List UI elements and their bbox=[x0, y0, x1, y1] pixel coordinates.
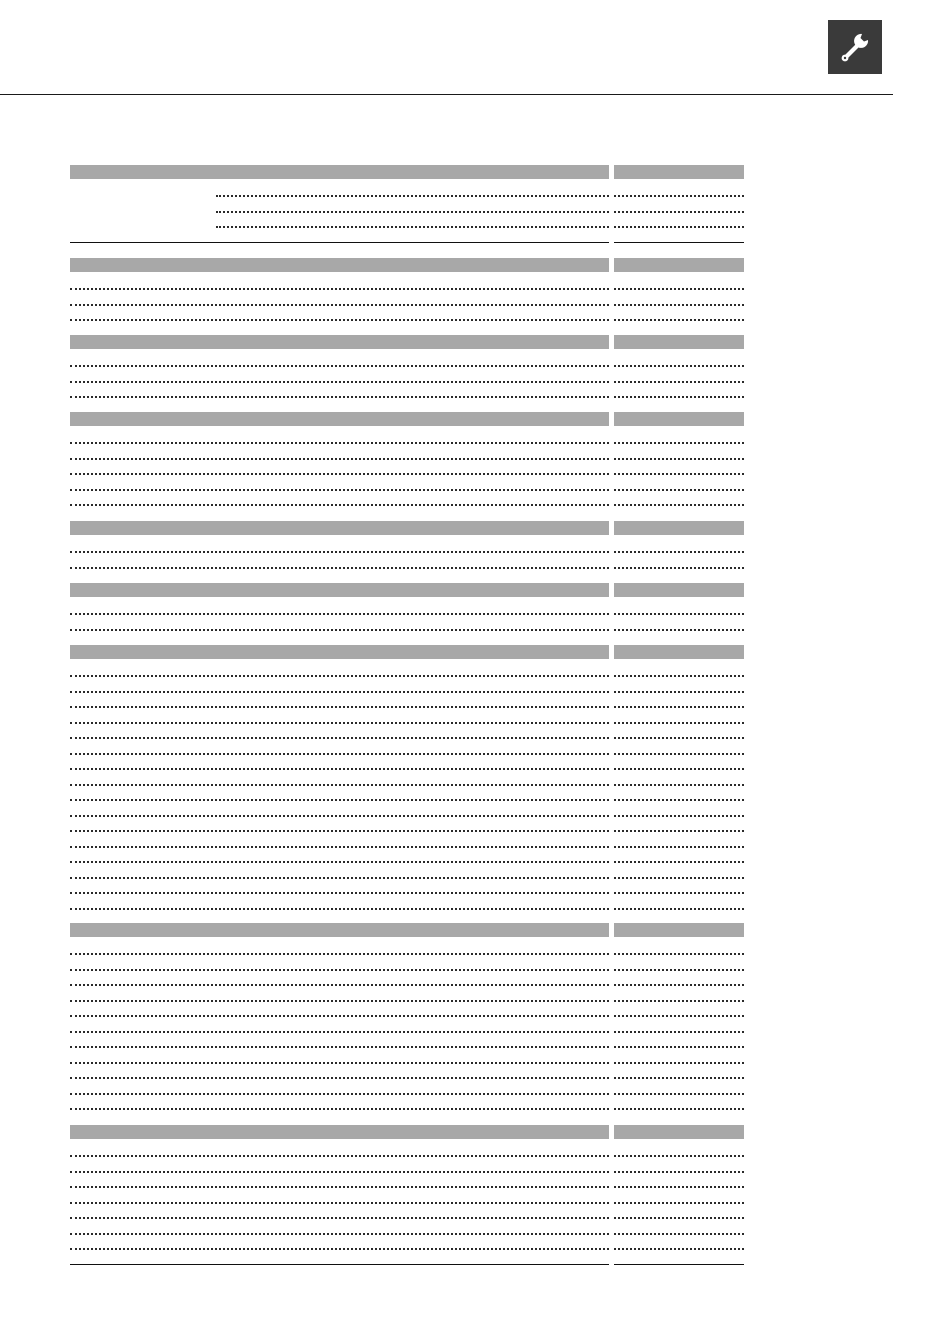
table-row-value-leader bbox=[614, 1233, 744, 1235]
table-row-value-leader bbox=[614, 211, 744, 213]
table-row-leader bbox=[70, 1233, 609, 1235]
table-row-leader bbox=[70, 675, 609, 677]
section-header-value-bar bbox=[614, 335, 744, 349]
table-row-value-leader bbox=[614, 984, 744, 986]
table-row-value-leader bbox=[614, 551, 744, 553]
table-row-value-leader bbox=[614, 1171, 744, 1173]
table-row-leader bbox=[70, 1000, 609, 1002]
table-row-leader bbox=[70, 1186, 609, 1188]
table-row-value-leader bbox=[614, 877, 744, 879]
table-row-leader bbox=[70, 567, 609, 569]
table-row-leader bbox=[70, 908, 609, 910]
table-row-value-leader bbox=[614, 195, 744, 197]
table-row-value-leader bbox=[614, 1031, 744, 1033]
table-row-leader bbox=[70, 304, 609, 306]
table-row-leader bbox=[70, 830, 609, 832]
section-header-bar bbox=[70, 258, 609, 272]
table-row-value-leader bbox=[614, 458, 744, 460]
section-header-value-bar bbox=[614, 1125, 744, 1139]
table-row-value-leader bbox=[614, 1046, 744, 1048]
table-row-leader bbox=[70, 1248, 609, 1250]
table-row-value-leader bbox=[614, 675, 744, 677]
table-row-leader bbox=[70, 629, 609, 631]
table-row-value-leader bbox=[614, 737, 744, 739]
table-row-leader bbox=[70, 877, 609, 879]
table-row-value-leader bbox=[614, 442, 744, 444]
table-row-value-leader bbox=[614, 288, 744, 290]
section-header-value-bar bbox=[614, 521, 744, 535]
section-header-bar bbox=[70, 412, 609, 426]
table-row-leader bbox=[70, 753, 609, 755]
table-row-leader bbox=[70, 984, 609, 986]
table-row-leader bbox=[70, 737, 609, 739]
section-header-bar bbox=[70, 1125, 609, 1139]
table-row-value-leader bbox=[614, 1062, 744, 1064]
table-row-leader bbox=[70, 442, 609, 444]
section-total-value-rule bbox=[614, 1264, 744, 1265]
table-row-value-leader bbox=[614, 1108, 744, 1110]
section-total-value-rule bbox=[614, 242, 744, 243]
table-row-value-leader bbox=[614, 753, 744, 755]
table-row-value-leader bbox=[614, 908, 744, 910]
table-row-leader bbox=[70, 784, 609, 786]
table-row-leader bbox=[70, 969, 609, 971]
section-header-bar bbox=[70, 583, 609, 597]
section-total-rule bbox=[70, 1264, 609, 1265]
table-row-leader bbox=[216, 211, 609, 213]
table-row-value-leader bbox=[614, 1248, 744, 1250]
section-header-bar bbox=[70, 645, 609, 659]
section-header-bar bbox=[70, 165, 609, 179]
table-row-value-leader bbox=[614, 396, 744, 398]
table-row-value-leader bbox=[614, 1000, 744, 1002]
table-row-leader bbox=[70, 799, 609, 801]
table-row-leader bbox=[70, 1031, 609, 1033]
table-row-value-leader bbox=[614, 691, 744, 693]
section-header-value-bar bbox=[614, 258, 744, 272]
table-row-value-leader bbox=[614, 815, 744, 817]
table-row-value-leader bbox=[614, 722, 744, 724]
table-row-leader bbox=[70, 1171, 609, 1173]
table-row-leader bbox=[70, 551, 609, 553]
table-row-value-leader bbox=[614, 1155, 744, 1157]
table-row-value-leader bbox=[614, 365, 744, 367]
table-row-value-leader bbox=[614, 381, 744, 383]
table-row-value-leader bbox=[614, 861, 744, 863]
table-row-value-leader bbox=[614, 892, 744, 894]
table-row-leader bbox=[70, 892, 609, 894]
section-header-bar bbox=[70, 335, 609, 349]
section-header-value-bar bbox=[614, 412, 744, 426]
table-row-value-leader bbox=[614, 1217, 744, 1219]
table-row-leader bbox=[70, 396, 609, 398]
section-total-rule bbox=[70, 242, 609, 243]
table-row-leader bbox=[70, 1046, 609, 1048]
table-row-leader bbox=[70, 706, 609, 708]
wrench-icon bbox=[835, 27, 875, 67]
table-row-leader bbox=[70, 846, 609, 848]
table-row-leader bbox=[70, 504, 609, 506]
table-row-leader bbox=[70, 1015, 609, 1017]
table-row-leader bbox=[70, 1077, 609, 1079]
table-row-value-leader bbox=[614, 846, 744, 848]
table-row-leader bbox=[70, 458, 609, 460]
table-row-value-leader bbox=[614, 504, 744, 506]
table-row-value-leader bbox=[614, 319, 744, 321]
table-row-value-leader bbox=[614, 304, 744, 306]
table-row-leader bbox=[216, 195, 609, 197]
table-row-leader bbox=[70, 861, 609, 863]
table-row-value-leader bbox=[614, 567, 744, 569]
table-row-leader bbox=[70, 381, 609, 383]
table-row-leader bbox=[216, 226, 609, 228]
table-row-value-leader bbox=[614, 1202, 744, 1204]
table-row-leader bbox=[70, 1108, 609, 1110]
section-header-value-bar bbox=[614, 923, 744, 937]
table-row-leader bbox=[70, 365, 609, 367]
table-row-leader bbox=[70, 1202, 609, 1204]
table-row-value-leader bbox=[614, 953, 744, 955]
table-row-leader bbox=[70, 319, 609, 321]
table-row-value-leader bbox=[614, 629, 744, 631]
section-header-value-bar bbox=[614, 583, 744, 597]
table-row-leader bbox=[70, 1062, 609, 1064]
section-header-value-bar bbox=[614, 645, 744, 659]
table-row-value-leader bbox=[614, 473, 744, 475]
table-row-leader bbox=[70, 1155, 609, 1157]
section-header-bar bbox=[70, 521, 609, 535]
table-row-leader bbox=[70, 1217, 609, 1219]
table-row-value-leader bbox=[614, 489, 744, 491]
table-row-value-leader bbox=[614, 1186, 744, 1188]
table-row-value-leader bbox=[614, 830, 744, 832]
table-row-leader bbox=[70, 722, 609, 724]
table-row-leader bbox=[70, 768, 609, 770]
table-row-leader bbox=[70, 691, 609, 693]
table-row-leader bbox=[70, 815, 609, 817]
table-row-value-leader bbox=[614, 768, 744, 770]
header-divider bbox=[0, 94, 893, 95]
section-header-bar bbox=[70, 923, 609, 937]
table-row-value-leader bbox=[614, 784, 744, 786]
table-row-value-leader bbox=[614, 226, 744, 228]
table-row-value-leader bbox=[614, 1077, 744, 1079]
table-row-value-leader bbox=[614, 969, 744, 971]
table-row-leader bbox=[70, 473, 609, 475]
table-row-value-leader bbox=[614, 613, 744, 615]
table-row-value-leader bbox=[614, 799, 744, 801]
table-row-leader bbox=[70, 288, 609, 290]
table-row-value-leader bbox=[614, 706, 744, 708]
table-row-value-leader bbox=[614, 1015, 744, 1017]
table-row-leader bbox=[70, 1093, 609, 1095]
table-row-leader bbox=[70, 489, 609, 491]
table-row-leader bbox=[70, 613, 609, 615]
table-row-leader bbox=[70, 953, 609, 955]
section-header-value-bar bbox=[614, 165, 744, 179]
table-row-value-leader bbox=[614, 1093, 744, 1095]
tool-badge bbox=[828, 20, 882, 74]
